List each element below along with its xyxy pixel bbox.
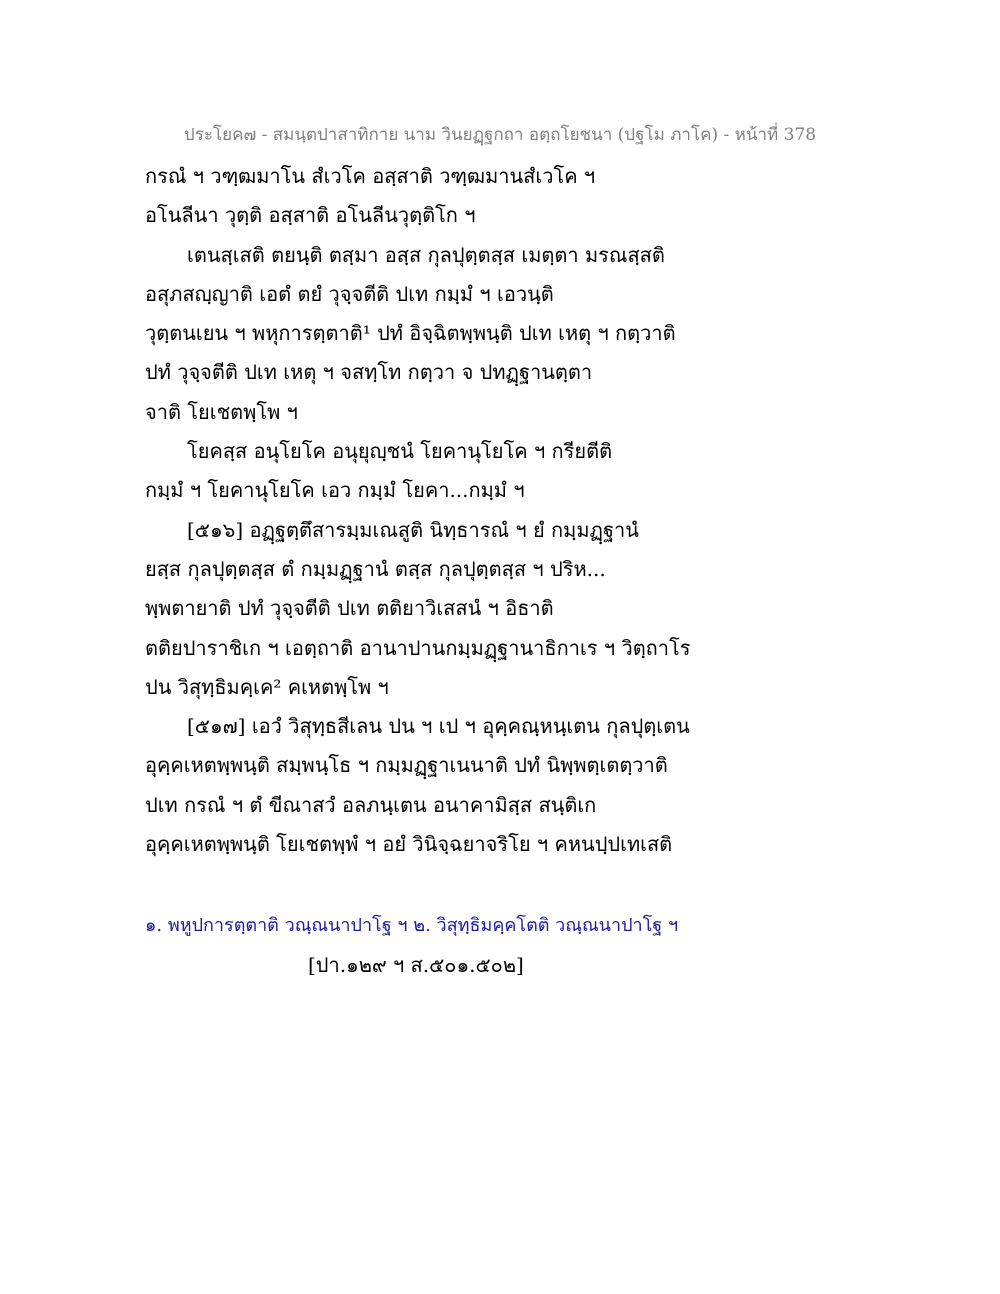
text-line: [๕๑๗] เอวํ วิสุทฺธสีเลน ปน ฯ เป ฯ อุคฺคณฺหนฺเตน กุลปุตฺเตน	[187, 714, 690, 739]
text-line: [๕๑๖] อฏฺฐตฺตึสารมฺมเณสูติ นิทฺธารณํ ฯ ยํ กมฺมฏฺฐานํ	[187, 517, 639, 542]
text-line: ปน วิสุทฺธิมคฺเค² คเหตพฺโพ ฯ	[145, 674, 389, 699]
text-line: วุตฺตนเยน ฯ พหุการตฺตาติ¹ ปทํ อิจฺฉิตพฺพนฺติ ปเท เหตุ ฯ กตฺวาติ	[145, 321, 676, 346]
text-line: เตนสฺเสติ ตยนฺติ ตสฺมา อสฺส กุลปุตฺตสฺส เมตฺตา มรณสฺสติ	[187, 242, 665, 267]
text-line: กมฺมํ ฯ โยคานุโยโค เอว กมฺมํ โยคา...กมฺมํ ฯ	[145, 478, 525, 503]
text-line: อสุภสญฺญาติ เอตํ ตยํ วุจฺจตีติ ปเท กมฺมํ ฯ เอวนฺติ	[145, 281, 554, 306]
text-line: อุคฺคเหตพฺพนฺติ สมฺพนฺโธ ฯ กมฺมฏฺฐาเนนาติ ปทํ นิพฺพตฺเตตฺวาติ	[145, 753, 668, 778]
text-line: อุคฺคเหตพฺพนฺติ โยเชตพฺพํ ฯ อยํ วินิจฺฉยาจริโย ฯ คหนปฺปเทเสติ	[145, 832, 673, 857]
text-line: อโนลีนา วุตฺติ อสฺสาติ อโนลีนวุตฺติโก ฯ	[145, 203, 476, 228]
text-line: กรณํ ฯ วฑฺฒมาโน สํเวโค อสฺสาติ วฑฺฒมานสํเวโค ฯ	[145, 164, 596, 188]
text-line: ตติยปาราชิเก ฯ เอตฺถาติ อานาปานกมฺมฏฺฐานาธิกาเร ฯ วิตฺถาโร	[145, 635, 691, 660]
page-reference: [ปา.๑๒๙ ฯ ส.๕๐๑.๕๐๒]	[308, 953, 524, 977]
text-line: พฺพตายาติ ปทํ วุจฺจตีติ ปเท ตติยาวิเสสนํ ฯ อิธาติ	[145, 596, 554, 621]
text-line: ปเท กรณํ ฯ ตํ ขีณาสวํ อลภนฺเตน อนาคามิสฺส สนฺติเก	[145, 792, 597, 817]
running-header: ประโยค๗ - สมนฺตปาสาทิกาย นาม วินยฏฺฐกถา อตฺถโยชนา (ปฐโม ภาโค) - หน้าที่ 378	[183, 125, 817, 145]
text-line: ยสฺส กุลปุตฺตสฺส ตํ กมฺมฏฺฐานํ ตสฺส กุลปุตฺตสฺส ฯ ปริห...	[145, 556, 606, 581]
text-line: โยคสฺส อนุโยโค อนุยุญฺชนํ โยคานุโยโค ฯ กรียตีติ	[187, 439, 613, 464]
body-text	[145, 157, 885, 864]
text-line: ปทํ วุจฺจตีติ ปเท เหตุ ฯ จสทฺโท กตฺวา จ ปทฏฺฐานตฺตา	[145, 360, 593, 385]
text-line: จาติ โยเชตพฺโพ ฯ	[145, 399, 298, 424]
footnotes: ๑. พหูปการตฺตาติ วณฺณนาปาโฐ ฯ ๒. วิสุทฺธิมคฺคโตติ วณฺณนาปาโฐ ฯ	[145, 915, 679, 936]
